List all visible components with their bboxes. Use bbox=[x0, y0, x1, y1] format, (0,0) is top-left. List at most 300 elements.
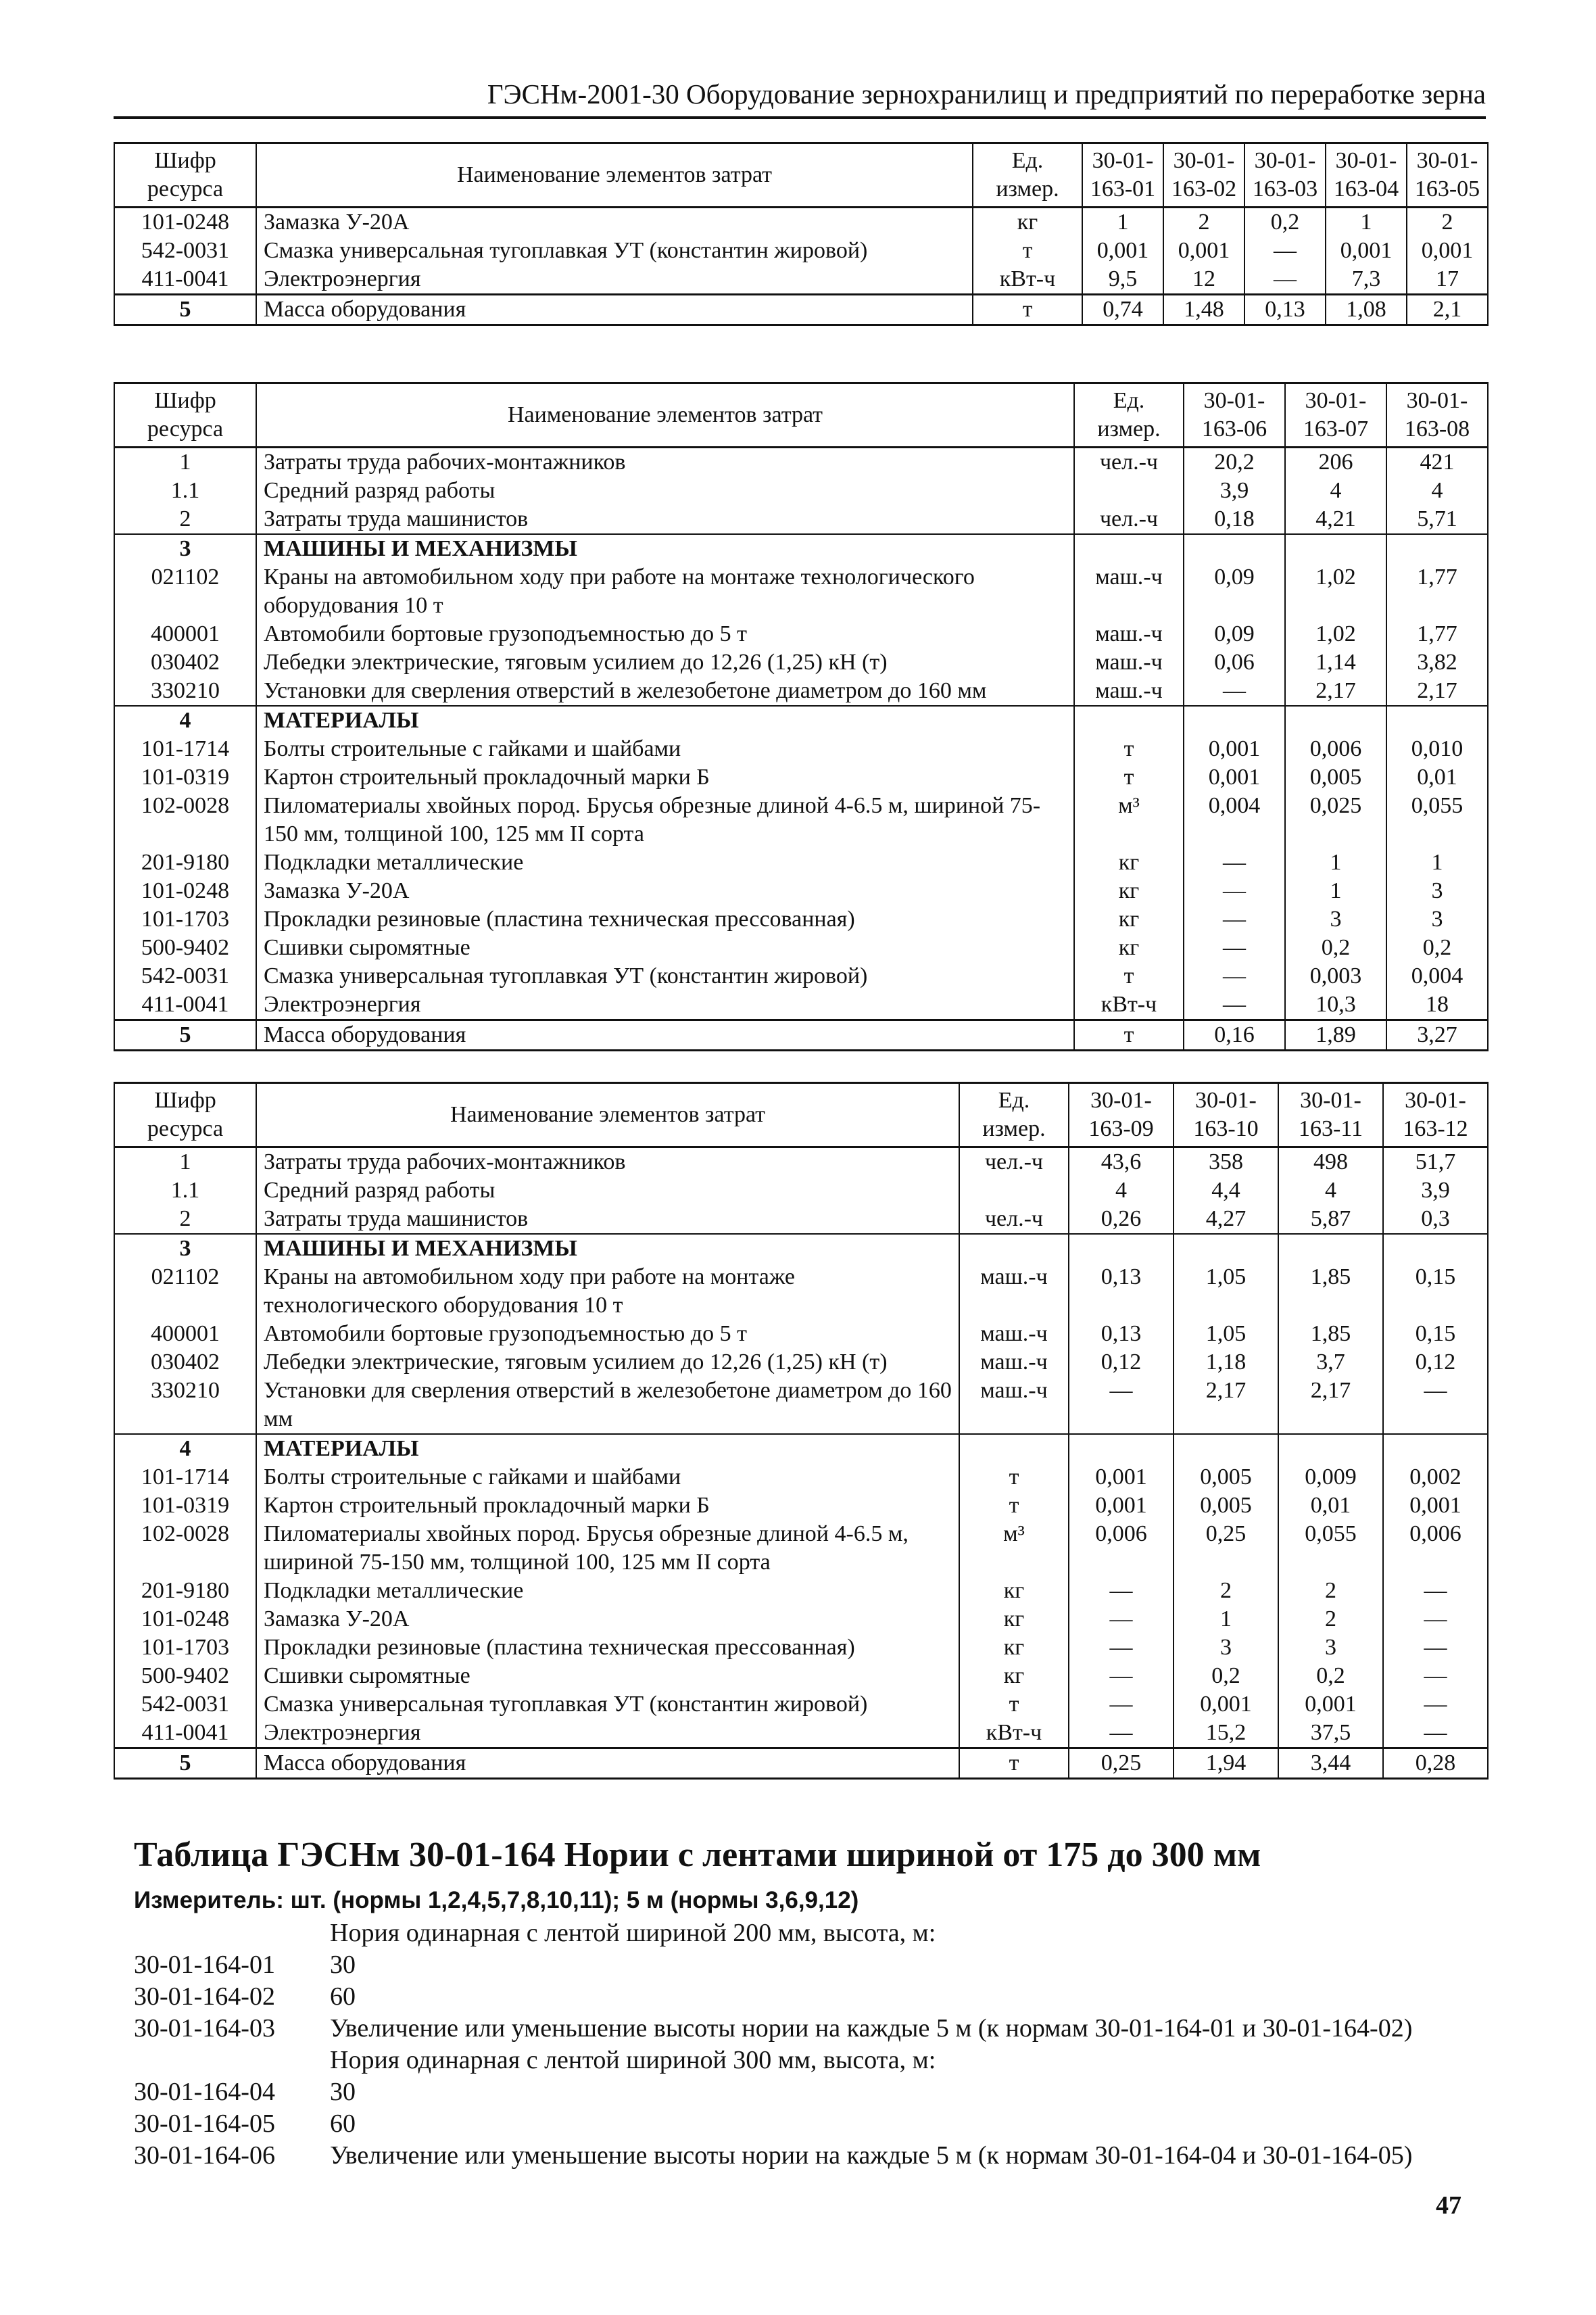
unit-of-measure: кВт-ч bbox=[973, 265, 1082, 295]
resource-name: Автомобили бортовые грузоподъемностью до 5 т bbox=[256, 1320, 959, 1348]
resource-name: Сшивки сыромятные bbox=[256, 934, 1074, 962]
resource-code: 021102 bbox=[114, 1263, 256, 1320]
norm-value: 12 bbox=[1163, 265, 1244, 295]
norm-value: 17 bbox=[1407, 265, 1488, 295]
norm-value: 0,26 bbox=[1069, 1205, 1174, 1234]
norm-value: 498 bbox=[1278, 1147, 1383, 1177]
table-164-norm-list bbox=[134, 1917, 1513, 2172]
resource-name: Затраты труда машинистов bbox=[256, 1205, 959, 1234]
unit-of-measure: т bbox=[959, 1491, 1069, 1520]
norm-value: 1,02 bbox=[1285, 563, 1386, 620]
norm-value: — bbox=[1383, 1377, 1488, 1434]
resource-code: 201-9180 bbox=[114, 1577, 256, 1605]
norm-value: 3,27 bbox=[1386, 1020, 1488, 1051]
norm-value: — bbox=[1184, 849, 1285, 877]
resource-code: 3 bbox=[114, 1234, 256, 1263]
total-row bbox=[114, 295, 1488, 325]
norm-value: 0,003 bbox=[1285, 962, 1386, 991]
norm-table-163-06-08 bbox=[114, 382, 1489, 1051]
norm-description: 30 bbox=[330, 2078, 356, 2106]
norm-value bbox=[1174, 1434, 1278, 1463]
resource-name: Лебедки электрические, тяговым усилием до 12,26 (1,25) кН (т) bbox=[256, 648, 1074, 677]
norm-value: 1 bbox=[1174, 1605, 1278, 1633]
norm-value: 0,001 bbox=[1174, 1690, 1278, 1719]
norm-value: — bbox=[1184, 934, 1285, 962]
resource-code: 542-0031 bbox=[114, 1690, 256, 1719]
resource-name: Масса оборудования bbox=[256, 295, 973, 325]
table-row bbox=[114, 991, 1488, 1020]
resource-code: 101-0248 bbox=[114, 1605, 256, 1633]
resource-name: МАШИНЫ И МЕХАНИЗМЫ bbox=[256, 1234, 959, 1263]
table-row bbox=[114, 1463, 1488, 1491]
resource-name: МАТЕРИАЛЫ bbox=[256, 1434, 959, 1463]
norm-value: 421 bbox=[1386, 448, 1488, 477]
norm-value: 0,15 bbox=[1383, 1320, 1488, 1348]
resource-name: Масса оборудования bbox=[256, 1748, 959, 1779]
unit-of-measure: м³ bbox=[1074, 792, 1184, 849]
resource-name: Картон строительный прокладочный марки Б bbox=[256, 763, 1074, 792]
norm-list-item bbox=[134, 2013, 1513, 2045]
norm-value: 20,2 bbox=[1184, 448, 1285, 477]
norm-value: 0,06 bbox=[1184, 648, 1285, 677]
resource-name: Пиломатериалы хвойных пород. Брусья обрезные длиной 4-6.5 м, шириной 75-150 мм, толщиной 100, 125 мм II сорта bbox=[256, 792, 1074, 849]
unit-of-measure: кг bbox=[959, 1577, 1069, 1605]
table-row bbox=[114, 877, 1488, 905]
unit-of-measure: маш.-ч bbox=[1074, 648, 1184, 677]
norm-value: — bbox=[1184, 905, 1285, 934]
norm-value: 0,055 bbox=[1278, 1520, 1383, 1577]
resource-name: Затраты труда машинистов bbox=[256, 505, 1074, 534]
norm-value: 1,85 bbox=[1278, 1320, 1383, 1348]
norm-value: 15,2 bbox=[1174, 1719, 1278, 1748]
norm-value: 51,7 bbox=[1383, 1147, 1488, 1177]
norm-value: 3 bbox=[1386, 905, 1488, 934]
resource-code: 102-0028 bbox=[114, 1520, 256, 1577]
norm-list-item bbox=[134, 1949, 1513, 1981]
norm-value: 1,89 bbox=[1285, 1020, 1386, 1051]
norm-value: 0,01 bbox=[1278, 1491, 1383, 1520]
table-row bbox=[114, 1377, 1488, 1434]
column-header-norm: 30-01-163-09 bbox=[1069, 1083, 1174, 1147]
table-row bbox=[114, 849, 1488, 877]
norm-code: 30-01-164-02 bbox=[134, 1982, 275, 2011]
resource-name: Смазка универсальная тугоплавкая УТ (константин жировой) bbox=[256, 1690, 959, 1719]
norm-value: 0,010 bbox=[1386, 735, 1488, 763]
norm-value: — bbox=[1383, 1605, 1488, 1633]
table-row bbox=[114, 962, 1488, 991]
column-header-code: Шифр ресурса bbox=[114, 1083, 256, 1147]
resource-code: 101-1703 bbox=[114, 905, 256, 934]
unit-of-measure: т bbox=[1074, 962, 1184, 991]
resource-code: 1 bbox=[114, 1147, 256, 1177]
resource-name: Электроэнергия bbox=[256, 991, 1074, 1020]
norm-value: 2 bbox=[1407, 208, 1488, 237]
resource-name: Масса оборудования bbox=[256, 1020, 1074, 1051]
resource-code: 5 bbox=[114, 1020, 256, 1051]
table-row bbox=[114, 1520, 1488, 1577]
norm-value: 1,08 bbox=[1326, 295, 1407, 325]
norm-value: 3 bbox=[1285, 905, 1386, 934]
column-header-norm: 30-01-163-07 bbox=[1285, 383, 1386, 448]
resource-code: 201-9180 bbox=[114, 849, 256, 877]
unit-of-measure: кг bbox=[959, 1605, 1069, 1633]
table-row bbox=[114, 1662, 1488, 1690]
column-header-code: Шифр ресурса bbox=[114, 143, 256, 208]
norm-value: 3,44 bbox=[1278, 1748, 1383, 1779]
table-row bbox=[114, 1633, 1488, 1662]
norm-value: 10,3 bbox=[1285, 991, 1386, 1020]
norm-value: 4,27 bbox=[1174, 1205, 1278, 1234]
norm-value: — bbox=[1383, 1719, 1488, 1748]
table-row bbox=[114, 792, 1488, 849]
resource-code: 400001 bbox=[114, 620, 256, 648]
section-row bbox=[114, 706, 1488, 735]
norm-value: 1,77 bbox=[1386, 620, 1488, 648]
norm-code: 30-01-164-04 bbox=[134, 2078, 275, 2106]
norm-value: — bbox=[1184, 877, 1285, 905]
norm-value: 0,13 bbox=[1069, 1263, 1174, 1320]
resource-code: 542-0031 bbox=[114, 962, 256, 991]
norm-value bbox=[1383, 1434, 1488, 1463]
resource-name: Электроэнергия bbox=[256, 265, 973, 295]
resource-code: 101-0248 bbox=[114, 877, 256, 905]
resource-code: 330210 bbox=[114, 677, 256, 706]
norm-value: 0,2 bbox=[1174, 1662, 1278, 1690]
resource-code: 411-0041 bbox=[114, 265, 256, 295]
norm-description: Увеличение или уменьшение высоты нории на каждые 5 м (к нормам 30-01-164-01 и 30-01-164-02) bbox=[330, 2014, 1413, 2043]
norm-value: 3,9 bbox=[1383, 1176, 1488, 1205]
column-header-norm: 30-01-163-01 bbox=[1082, 143, 1163, 208]
norm-code: 30-01-164-01 bbox=[134, 1951, 275, 1979]
norm-list-item bbox=[134, 2045, 1513, 2076]
norm-value: 2,17 bbox=[1174, 1377, 1278, 1434]
norm-value: 0,001 bbox=[1069, 1463, 1174, 1491]
unit-of-measure: кг bbox=[1074, 849, 1184, 877]
table-row bbox=[114, 763, 1488, 792]
norm-value bbox=[1386, 534, 1488, 563]
resource-code: 5 bbox=[114, 1748, 256, 1779]
norm-value: 0,3 bbox=[1383, 1205, 1488, 1234]
resource-code: 4 bbox=[114, 1434, 256, 1463]
unit-of-measure: т bbox=[1074, 763, 1184, 792]
norm-value: 1,77 bbox=[1386, 563, 1488, 620]
column-header-unit: Ед. измер. bbox=[1074, 383, 1184, 448]
norm-value: — bbox=[1244, 237, 1326, 265]
norm-value: 4 bbox=[1386, 477, 1488, 505]
table-row bbox=[114, 1605, 1488, 1633]
unit-of-measure: т bbox=[973, 237, 1082, 265]
unit-of-measure: кг bbox=[959, 1633, 1069, 1662]
norm-value: 0,2 bbox=[1278, 1662, 1383, 1690]
table-row bbox=[114, 1176, 1488, 1205]
norm-value: — bbox=[1383, 1633, 1488, 1662]
norm-value: 2,17 bbox=[1285, 677, 1386, 706]
norm-value: 4 bbox=[1285, 477, 1386, 505]
norm-value: 0,09 bbox=[1184, 620, 1285, 648]
norm-value: — bbox=[1184, 962, 1285, 991]
table-row bbox=[114, 237, 1488, 265]
norm-value: 0,2 bbox=[1285, 934, 1386, 962]
norm-value bbox=[1285, 706, 1386, 735]
table-row bbox=[114, 563, 1488, 620]
norm-value: 4,21 bbox=[1285, 505, 1386, 534]
norm-code: 30-01-164-03 bbox=[134, 2014, 275, 2043]
norm-code bbox=[134, 2045, 330, 2076]
norm-description: Нория одинарная с лентой шириной 300 мм, высота, м: bbox=[330, 2046, 936, 2074]
column-header-norm: 30-01-163-05 bbox=[1407, 143, 1488, 208]
table-row bbox=[114, 477, 1488, 505]
table-row bbox=[114, 905, 1488, 934]
table-row bbox=[114, 620, 1488, 648]
table-row bbox=[114, 265, 1488, 295]
unit-of-measure bbox=[1074, 534, 1184, 563]
unit-of-measure: чел.-ч bbox=[1074, 505, 1184, 534]
norm-value bbox=[1174, 1234, 1278, 1263]
norm-value bbox=[1386, 706, 1488, 735]
column-header-norm: 30-01-163-02 bbox=[1163, 143, 1244, 208]
unit-of-measure: т bbox=[959, 1463, 1069, 1491]
norm-value: 3,7 bbox=[1278, 1348, 1383, 1377]
norm-value: 0,001 bbox=[1278, 1690, 1383, 1719]
norm-value: 0,006 bbox=[1069, 1520, 1174, 1577]
resource-code: 101-1703 bbox=[114, 1633, 256, 1662]
norm-value: 1,48 bbox=[1163, 295, 1244, 325]
norm-value: 0,16 bbox=[1184, 1020, 1285, 1051]
norm-value: 1,18 bbox=[1174, 1348, 1278, 1377]
total-row bbox=[114, 1748, 1488, 1779]
resource-code: 542-0031 bbox=[114, 237, 256, 265]
norm-value: 9,5 bbox=[1082, 265, 1163, 295]
resource-code: 030402 bbox=[114, 648, 256, 677]
table-row bbox=[114, 1147, 1488, 1177]
resource-code: 1.1 bbox=[114, 1176, 256, 1205]
resource-name: Электроэнергия bbox=[256, 1719, 959, 1748]
norm-value: 4 bbox=[1278, 1176, 1383, 1205]
norm-code: 30-01-164-06 bbox=[134, 2141, 275, 2170]
unit-of-measure: т bbox=[959, 1748, 1069, 1779]
norm-value: 3,9 bbox=[1184, 477, 1285, 505]
norm-value: 0,006 bbox=[1383, 1520, 1488, 1577]
norm-value: 37,5 bbox=[1278, 1719, 1383, 1748]
section-row bbox=[114, 1434, 1488, 1463]
norm-value: — bbox=[1383, 1662, 1488, 1690]
norm-value: 7,3 bbox=[1326, 265, 1407, 295]
norm-value: 1 bbox=[1326, 208, 1407, 237]
unit-of-measure: кг bbox=[973, 208, 1082, 237]
norm-value: 0,09 bbox=[1184, 563, 1285, 620]
norm-value: — bbox=[1383, 1577, 1488, 1605]
page-number: 47 bbox=[1436, 2191, 1461, 2220]
norm-value: 5,87 bbox=[1278, 1205, 1383, 1234]
resource-name: Смазка универсальная тугоплавкая УТ (константин жировой) bbox=[256, 962, 1074, 991]
column-header-name: Наименование элементов затрат bbox=[256, 1083, 959, 1147]
resource-name: Средний разряд работы bbox=[256, 477, 1074, 505]
column-header-norm: 30-01-163-10 bbox=[1174, 1083, 1278, 1147]
unit-of-measure bbox=[1074, 477, 1184, 505]
norm-value: 0,004 bbox=[1386, 962, 1488, 991]
norm-table-163-09-12 bbox=[114, 1082, 1489, 1780]
resource-name: Средний разряд работы bbox=[256, 1176, 959, 1205]
norm-value: 0,25 bbox=[1069, 1748, 1174, 1779]
unit-of-measure bbox=[959, 1434, 1069, 1463]
unit-of-measure: т bbox=[959, 1690, 1069, 1719]
norm-value: 1,94 bbox=[1174, 1748, 1278, 1779]
unit-of-measure: маш.-ч bbox=[1074, 563, 1184, 620]
resource-name: Сшивки сыромятные bbox=[256, 1662, 959, 1690]
resource-name: Замазка У-20А bbox=[256, 877, 1074, 905]
resource-code: 101-0319 bbox=[114, 763, 256, 792]
norm-value: 0,001 bbox=[1407, 237, 1488, 265]
norm-value: 0,001 bbox=[1184, 763, 1285, 792]
norm-value: — bbox=[1244, 265, 1326, 295]
norm-value: 2,17 bbox=[1278, 1377, 1383, 1434]
norm-code bbox=[134, 1917, 330, 1949]
norm-table-163-01-05 bbox=[114, 142, 1489, 326]
norm-list-item bbox=[134, 1917, 1513, 1949]
unit-of-measure bbox=[959, 1176, 1069, 1205]
norm-value: — bbox=[1069, 1377, 1174, 1434]
norm-value: 0,74 bbox=[1082, 295, 1163, 325]
norm-value: 0,2 bbox=[1386, 934, 1488, 962]
norm-value bbox=[1383, 1234, 1488, 1263]
norm-value: 0,13 bbox=[1244, 295, 1326, 325]
column-header-code: Шифр ресурса bbox=[114, 383, 256, 448]
resource-code: 102-0028 bbox=[114, 792, 256, 849]
unit-of-measure: маш.-ч bbox=[959, 1348, 1069, 1377]
norm-value: 0,001 bbox=[1184, 735, 1285, 763]
table-row bbox=[114, 1491, 1488, 1520]
resource-code: 5 bbox=[114, 295, 256, 325]
column-header-name: Наименование элементов затрат bbox=[256, 383, 1074, 448]
norm-value: 1 bbox=[1285, 877, 1386, 905]
norm-value: 0,025 bbox=[1285, 792, 1386, 849]
resource-name: Болты строительные с гайками и шайбами bbox=[256, 735, 1074, 763]
norm-value bbox=[1069, 1234, 1174, 1263]
unit-of-measure: кг bbox=[959, 1662, 1069, 1690]
table-row bbox=[114, 735, 1488, 763]
resource-name: Затраты труда рабочих-монтажников bbox=[256, 1147, 959, 1177]
norm-description: 60 bbox=[330, 2109, 356, 2138]
column-header-norm: 30-01-163-04 bbox=[1326, 143, 1407, 208]
resource-code: 2 bbox=[114, 505, 256, 534]
norm-value: 0,001 bbox=[1383, 1491, 1488, 1520]
norm-value: 0,009 bbox=[1278, 1463, 1383, 1491]
resource-name: Подкладки металлические bbox=[256, 849, 1074, 877]
table-row bbox=[114, 934, 1488, 962]
norm-description: Нория одинарная с лентой шириной 200 мм, высота, м: bbox=[330, 1919, 936, 1947]
norm-value: 0,001 bbox=[1326, 237, 1407, 265]
norm-value: 358 bbox=[1174, 1147, 1278, 1177]
resource-name: Затраты труда рабочих-монтажников bbox=[256, 448, 1074, 477]
norm-value: 0,01 bbox=[1386, 763, 1488, 792]
norm-value bbox=[1278, 1234, 1383, 1263]
norm-value: — bbox=[1069, 1719, 1174, 1748]
norm-value: 1 bbox=[1082, 208, 1163, 237]
norm-value: — bbox=[1069, 1577, 1174, 1605]
norm-value: 0,12 bbox=[1069, 1348, 1174, 1377]
column-header-unit: Ед. измер. bbox=[959, 1083, 1069, 1147]
norm-value: 2 bbox=[1174, 1577, 1278, 1605]
unit-of-measure: кВт-ч bbox=[1074, 991, 1184, 1020]
unit-of-measure bbox=[1074, 706, 1184, 735]
norm-value: 2 bbox=[1278, 1605, 1383, 1633]
resource-name: Смазка универсальная тугоплавкая УТ (константин жировой) bbox=[256, 237, 973, 265]
norm-list-item bbox=[134, 1981, 1513, 2013]
resource-name: Замазка У-20А bbox=[256, 1605, 959, 1633]
table-row bbox=[114, 1690, 1488, 1719]
unit-of-measure: чел.-ч bbox=[959, 1147, 1069, 1177]
table-row bbox=[114, 1577, 1488, 1605]
norm-value bbox=[1184, 706, 1285, 735]
norm-value: 1,14 bbox=[1285, 648, 1386, 677]
unit-of-measure: т bbox=[973, 295, 1082, 325]
norm-value bbox=[1184, 534, 1285, 563]
unit-of-measure: чел.-ч bbox=[959, 1205, 1069, 1234]
unit-of-measure: кВт-ч bbox=[959, 1719, 1069, 1748]
table-row bbox=[114, 1205, 1488, 1234]
resource-name: Прокладки резиновые (пластина техническая прессованная) bbox=[256, 1633, 959, 1662]
resource-name: МАТЕРИАЛЫ bbox=[256, 706, 1074, 735]
unit-of-measure: маш.-ч bbox=[959, 1263, 1069, 1320]
norm-value: 3 bbox=[1174, 1633, 1278, 1662]
resource-code: 101-1714 bbox=[114, 735, 256, 763]
unit-of-measure: чел.-ч bbox=[1074, 448, 1184, 477]
norm-value: 43,6 bbox=[1069, 1147, 1174, 1177]
resource-code: 101-1714 bbox=[114, 1463, 256, 1491]
resource-code: 101-0248 bbox=[114, 208, 256, 237]
table-row bbox=[114, 1320, 1488, 1348]
resource-code: 3 bbox=[114, 534, 256, 563]
norm-value: 0,13 bbox=[1069, 1320, 1174, 1348]
norm-value: — bbox=[1184, 677, 1285, 706]
section-row bbox=[114, 534, 1488, 563]
norm-value: 0,005 bbox=[1174, 1463, 1278, 1491]
norm-value: 2,1 bbox=[1407, 295, 1488, 325]
norm-value: 0,002 bbox=[1383, 1463, 1488, 1491]
norm-value: 0,004 bbox=[1184, 792, 1285, 849]
norm-description: Увеличение или уменьшение высоты нории на каждые 5 м (к нормам 30-01-164-04 и 30-01-164-05) bbox=[330, 2141, 1413, 2170]
section-row bbox=[114, 1234, 1488, 1263]
norm-value: 0,006 bbox=[1285, 735, 1386, 763]
norm-value: 1 bbox=[1386, 849, 1488, 877]
norm-value: 2,17 bbox=[1386, 677, 1488, 706]
norm-list-item bbox=[134, 2108, 1513, 2140]
norm-value: 0,005 bbox=[1285, 763, 1386, 792]
norm-value: 0,18 bbox=[1184, 505, 1285, 534]
norm-value: 1,05 bbox=[1174, 1320, 1278, 1348]
table-row bbox=[114, 1263, 1488, 1320]
column-header-norm: 30-01-163-06 bbox=[1184, 383, 1285, 448]
norm-value: 4 bbox=[1069, 1176, 1174, 1205]
resource-code: 400001 bbox=[114, 1320, 256, 1348]
table-row bbox=[114, 448, 1488, 477]
norm-value: 0,005 bbox=[1174, 1491, 1278, 1520]
resource-name: Краны на автомобильном ходу при работе на монтаже технологического оборудования 10 т bbox=[256, 1263, 959, 1320]
resource-code: 411-0041 bbox=[114, 991, 256, 1020]
norm-value: 0,25 bbox=[1174, 1520, 1278, 1577]
norm-value: 0,15 bbox=[1383, 1263, 1488, 1320]
unit-of-measure: маш.-ч bbox=[959, 1377, 1069, 1434]
norm-list-item bbox=[134, 2140, 1513, 2172]
resource-name: Лебедки электрические, тяговым усилием до 12,26 (1,25) кН (т) bbox=[256, 1348, 959, 1377]
norm-value: 1,05 bbox=[1174, 1263, 1278, 1320]
norm-value: — bbox=[1069, 1662, 1174, 1690]
norm-value: 1 bbox=[1285, 849, 1386, 877]
norm-value: 0,28 bbox=[1383, 1748, 1488, 1779]
resource-name: Прокладки резиновые (пластина техническая прессованная) bbox=[256, 905, 1074, 934]
column-header-norm: 30-01-163-11 bbox=[1278, 1083, 1383, 1147]
column-header-name: Наименование элементов затрат bbox=[256, 143, 973, 208]
